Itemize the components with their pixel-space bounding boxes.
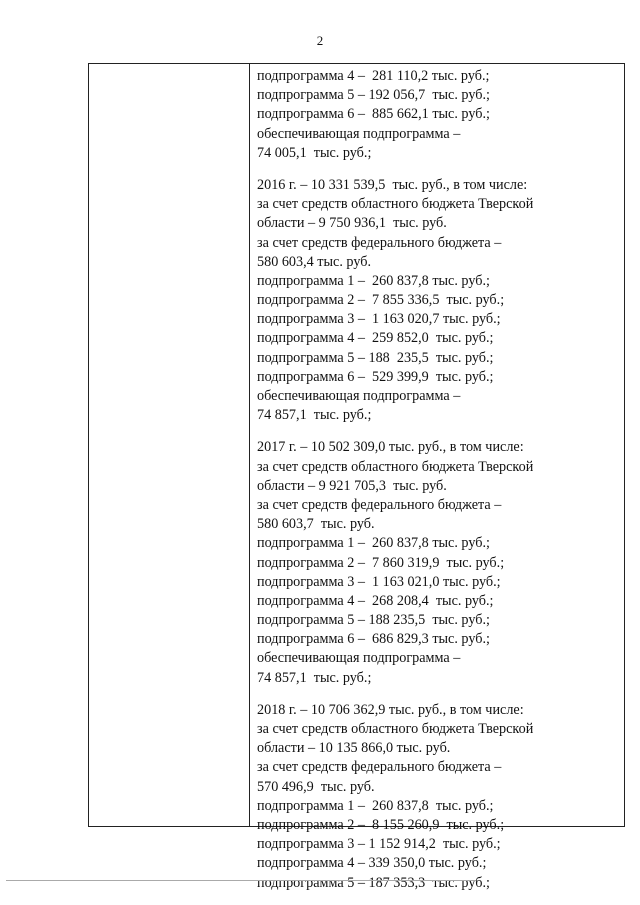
text-line: за счет средств областного бюджета Тверской [257,458,534,475]
text-line: подпрограмма 4 – 259 852,0 тыс. руб.; [257,330,494,347]
year-block [257,176,620,425]
page-number: 2 [316,33,324,48]
text-line: за счет средств федерального бюджета – [257,496,502,513]
text-line: подпрограмма 3 – 1 163 021,0 тыс. руб.; [257,573,501,590]
text-line: 74 857,1 тыс. руб.; [257,407,372,424]
text-line: 580 603,7 тыс. руб. [257,516,375,533]
text-line: обеспечивающая подпрограмма – [257,125,461,142]
text-line: за счет средств федерального бюджета – [257,234,502,251]
text-line: подпрограмма 5 – 188 235,5 тыс. руб.; [257,349,494,366]
text-line: за счет средств федерального бюджета – [257,759,502,776]
scan-edge-line [6,880,476,881]
text-line: обеспечивающая подпрограмма – [257,388,461,404]
text-line: подпрограмма 6 – 885 662,1 тыс. руб.; [257,106,490,123]
text-line: подпрограмма 1 – 260 837,8 тыс. руб.; [257,535,490,552]
text-line: за счет средств областного бюджета Тверской [257,721,534,737]
block-gap [257,163,620,176]
text-line: подпрограмма 1 – 260 837,8 тыс. руб.; [257,797,494,814]
text-line: 74 005,1 тыс. руб.; [257,144,372,161]
text-line: 570 496,9 тыс. руб. [257,778,375,795]
text-line: подпрограмма 5 – 188 235,5 тыс. руб.; [257,612,490,629]
year-block [257,438,620,687]
text-line: подпрограмма 3 – 1 163 020,7 тыс. руб.; [257,311,501,328]
table-right-cell [257,67,620,893]
text-line: области – 9 921 705,3 тыс. руб. [257,477,447,494]
text-line: подпрограмма 5 – 187 353,3 тыс. руб.; [257,874,490,891]
text-line: обеспечивающая подпрограмма – [257,650,461,667]
text-line: подпрограмма 6 – 686 829,3 тыс. руб.; [257,631,490,648]
text-line: подпрограмма 3 – 1 152 914,2 тыс. руб.; [257,836,501,853]
text-line: подпрограмма 2 – 7 860 319,9 тыс. руб.; [257,554,505,571]
text-line: подпрограмма 2 – 7 855 336,5 тыс. руб.; [257,292,505,309]
text-line: 2018 г. – 10 706 362,9 тыс. руб., в том числе: [257,701,524,718]
text-line: подпрограмма 4 – 339 350,0 тыс. руб.; [257,855,487,872]
text-line: области – 9 750 936,1 тыс. руб. [257,215,447,232]
budget-table [88,63,625,891]
text-line: за счет средств областного бюджета Тверской [257,196,534,213]
text-line: 2017 г. – 10 502 309,0 тыс. руб., в том числе: [257,439,524,456]
year-block [257,67,620,163]
text-line: 580 603,4 тыс. руб. [257,253,371,270]
text-line: подпрограмма 4 – 281 110,2 тыс. руб.; [257,68,490,84]
year-block [257,701,620,893]
block-gap [257,688,620,701]
text-line: области – 10 135 866,0 тыс. руб. [257,740,451,757]
text-line: подпрограмма 6 – 529 399,9 тыс. руб.; [257,368,494,385]
block-gap [257,425,620,438]
column-divider [249,64,250,826]
text-line: подпрограмма 4 – 268 208,4 тыс. руб.; [257,592,494,609]
text-line: 2016 г. – 10 331 539,5 тыс. руб., в том числе: [257,176,528,193]
text-line: 74 857,1 тыс. руб.; [257,669,372,686]
text-line: подпрограмма 5 – 192 056,7 тыс. руб.; [257,87,490,104]
text-line: подпрограмма 1 – 260 837,8 тыс. руб.; [257,272,490,289]
text-line: подпрограмма 2 – 8 155 260,9 тыс. руб.; [257,816,505,833]
